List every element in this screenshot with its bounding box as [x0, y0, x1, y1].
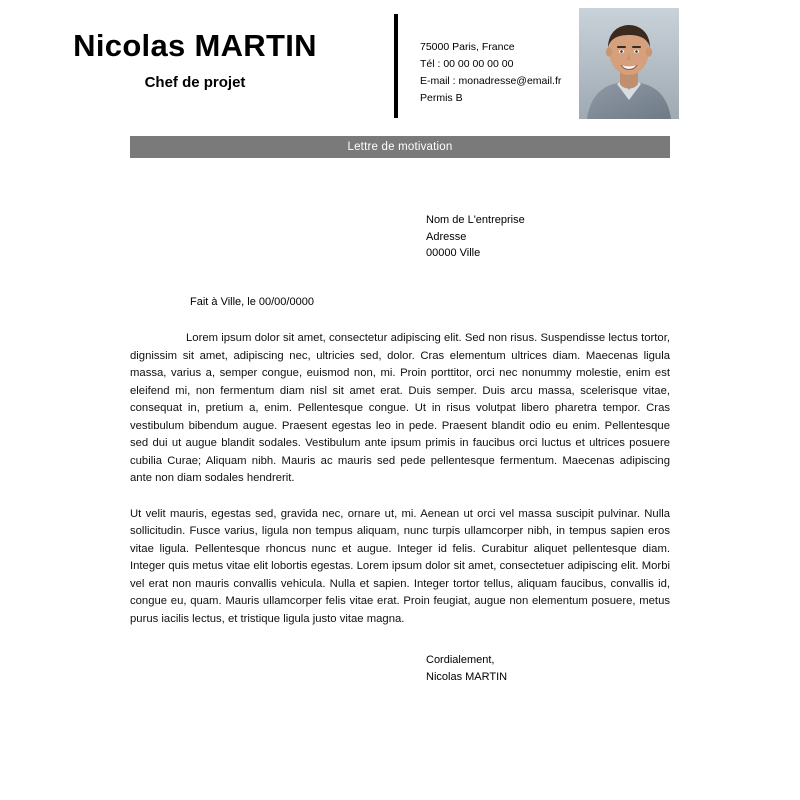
recipient-company: Nom de L'entreprise [426, 214, 525, 226]
full-name [0, 30, 390, 63]
document-header [0, 0, 800, 118]
contact-email: E-mail : monadresse@email.fr [420, 75, 562, 87]
bottom-spacer [130, 685, 670, 745]
signer-name: Nicolas MARTIN [426, 670, 508, 683]
contact-address: 75000 Paris, France [420, 41, 515, 53]
portrait-photo [579, 8, 679, 119]
date-line: Fait à Ville, le 00/00/0000 [190, 296, 314, 309]
closing-line: Cordialement, [426, 654, 495, 667]
section-title-label: Lettre de motivation [347, 141, 453, 153]
contact-phone: Tél : 00 00 00 00 00 [420, 58, 514, 70]
letter-paragraph-2: Ut velit mauris, egestas sed, gravida nec, ornare ut, mi. Aenean ut orci vel massa suscipit pulvinar. Nulla sollicitudin. Fusce varius, ligula non tempus aliquam, nunc turpis ullamcorper nibh, in tempus sapien eros vitae ligula. Pellentesque rhoncus nunc et augue. Integer id felis. Curabitur aliquet pellentesque diam. Integer quis metus vitae elit lobortis egestas. Lorem ipsum dolor sit amet, consectetuer adipiscing elit. Morbi vel erat non mauris convallis vehicula. Nulla et sapien. Integer tortor tellus, aliquam faucibus, convallis id, congue eu, quam. Mauris ullamcorper felis vitae erat. Proin feugiat, augue non elementum posuere, metus purus iacilis lectus, et tristique ligula justo vitae magna. [130, 507, 670, 625]
recipient-address: Adresse [426, 230, 467, 243]
last-name: MARTIN [194, 28, 317, 63]
section-title-bar [130, 136, 670, 158]
job-title: Chef de projet [144, 73, 246, 91]
contact-licence: Permis B [420, 92, 463, 104]
letter-paragraph-1: Lorem ipsum dolor sit amet, consectetur adipiscing elit. Sed non risus. Suspendisse lectus tortor, dignissim sit amet, adipiscing nec, ultricies sed, dolor. Cras elementum ultrices diam. Maecenas ligula massa, varius a, semper congue, euismod non, mi. Proin porttitor, orci nec nonummy molestie, enim est eleifend mi, non fermentum diam nisl sit amet erat. Duis semper. Duis arcu massa, scelerisque vitae, consequat in, pretium a, enim. Pellentesque congue. Ut in risus volutpat libero pharetra tempor. Cras vestibulum bibendum augue. Praesent egestas leo in pede. Praesent blandit odio eu enim. Pellentesque sed dui ut augue blandit sodales. Vestibulum ante ipsum primis in faucibus orci luctus et ultrices posuere cubilia Curae; Aliquam nibh. Mauris ac mauris sed pede pellentesque fermentum. Maecenas adipiscing ante non diam sodales hendrerit. [130, 332, 670, 485]
first-name: Nicolas [73, 28, 186, 63]
signature-block [426, 652, 670, 685]
vertical-divider [394, 14, 398, 118]
letter-body [130, 212, 670, 745]
name-block [0, 8, 390, 91]
recipient-block [426, 212, 670, 262]
recipient-city: 00000 Ville [426, 247, 481, 260]
